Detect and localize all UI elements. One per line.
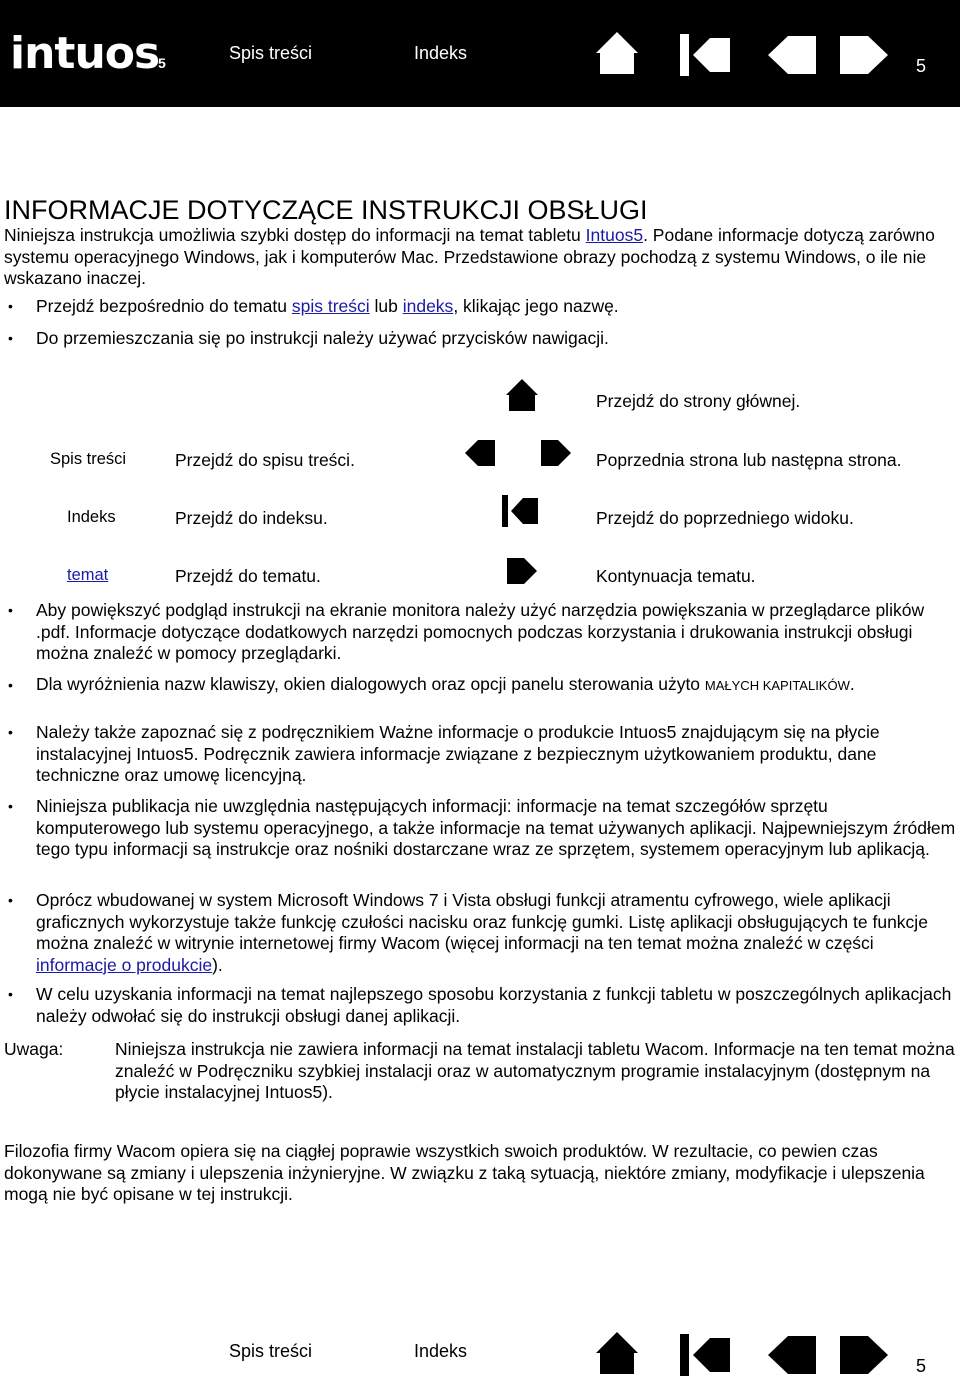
legend-prevnext-desc: Poprzednia strona lub następna strona. [596,450,902,470]
first-page-icon[interactable] [680,34,730,76]
legend-home-desc: Przejdź do strony głównej. [596,391,801,411]
next-page-icon[interactable] [840,34,888,76]
bullet4-text-b: . [849,674,855,694]
intro-text-2: . Podane informacje dotyczą zarówno systemu operacyjnego Windows, jak i komputerów Mac. Przedstawione obrazy pochodzą z systemu Windows, o ile nie wskazano inaczej. [4,225,935,288]
header-bar [0,0,960,107]
smallcaps-term: MAŁYCH KAPITALIKÓW [704,678,850,693]
product-info-link[interactable]: informacje o produkcie [36,954,213,975]
intuos5-link[interactable]: Intuos5 [585,225,644,245]
note-text: Niniejsza instrukcja nie zawiera informacji na temat instalacji tabletu Wacom. Informacje na ten temat można znaleźć w Podręczniku szybkiej instalacji oraz w automatycznym programie instalacyjnym (dostępnym na płycie instalacyjnej Intuos5). [115,1039,955,1102]
intro-text-1: Niniejsza instrukcja umożliwia szybki dostęp do informacji na temat tabletu [4,225,586,245]
legend-home-icon[interactable] [505,378,539,412]
legend-index-label[interactable]: Indeks [67,508,116,526]
header-contents-link[interactable]: Spis treści [229,43,313,63]
footer-page-number: 5 [916,1356,927,1376]
bullet1-text-c: , klikając jego nazwę. [453,296,619,316]
page-title: INFORMACJE DOTYCZĄCE INSTRUKCJI OBSŁUGI [4,195,648,225]
legend-back-desc: Przejdź do poprzedniego widoku. [596,508,854,528]
legend-back-icon[interactable] [502,495,538,527]
bullet-item-1 [36,296,956,318]
bullet-item-3: Aby powiększyć podgląd instrukcji na ekranie monitora należy użyć narzędzia powiększania w przeglądarce plików .pdf. Informacje dotyczące dodatkowych narzędzi pomocnych podczas korzystania i drukowania instrukcji obsługi można znaleźć w pomocy przeglądarki. [36,600,925,663]
home-icon[interactable] [594,30,640,76]
closing-paragraph: Filozofia firmy Wacom opiera się na ciągłej poprawie wszystkich swoich produktów. W rezultacie, co pewien czas dokonywane są zmiany i ulepszenia inżynieryjne. W związku z taką sytuacją, niektóre zmiany, modyfikacje i ulepszenia mogą nie być opisane w tej instrukcji. [4,1141,925,1204]
intuos-logo: intuos [10,28,160,79]
bullet-dot: • [8,798,13,814]
legend-topic-link[interactable]: temat [67,566,109,584]
legend-index-desc: Przejdź do indeksu. [175,508,328,528]
footer-contents-link[interactable]: Spis treści [229,1341,313,1361]
bullet-item-5: Należy także zapoznać się z podręcznikiem Ważne informacje o produkcie Intuos5 znajdującym się na płycie instalacyjnej Intuos5. Podręcznik zawiera informacje związane z bezpiecznym użytkowaniem produktu, dane techniczne oraz umowę licencyjną. [36,722,880,785]
footer-home-icon[interactable] [594,1330,640,1376]
bullet-dot: • [8,298,13,314]
footer-next-page-icon[interactable] [840,1334,888,1376]
bullet-item-4 [36,674,956,697]
bullet-dot: • [8,724,13,740]
legend-contents-label[interactable]: Spis treści [50,450,127,468]
bullet7-text-a: Oprócz wbudowanej w system Microsoft Windows 7 i Vista obsługi funkcji atramentu cyfrowego, wiele aplikacji graficznych wykorzystuje także funkcję czułości nacisku oraz funkcję gumki. Listę aplikacji obsługujących te funkcje można znaleźć w witrynie internetowej firmy Wacom (więcej informacji na ten temat można znaleźć w części [36,890,928,953]
contents-link[interactable]: spis treści [291,296,370,316]
legend-continue-desc: Kontynuacja tematu. [596,566,756,586]
header-page-number: 5 [916,56,927,76]
bullet4-text-a: Dla wyróżnienia nazw klawiszy, okien dialogowych oraz opcji panelu sterowania użyto [36,674,705,694]
bullet1-text-b: lub [369,296,403,316]
legend-topic-desc: Przejdź do tematu. [175,566,321,586]
bullet-dot: • [8,986,13,1002]
previous-page-icon[interactable] [768,34,816,76]
bullet-item-2: Do przemieszczania się po instrukcji należy używać przycisków nawigacji. [36,328,609,348]
bullet7-text-b: ). [212,954,223,975]
footer-first-page-icon[interactable] [680,1334,730,1376]
intro-paragraph [4,225,954,290]
legend-continue-icon[interactable] [507,556,537,586]
logo-version: 5 [158,55,166,71]
legend-contents-desc: Przejdź do spisu treści. [175,450,355,470]
footer-previous-page-icon[interactable] [768,1334,816,1376]
bullet-dot: • [8,330,13,346]
legend-previous-icon[interactable] [465,438,495,468]
index-link[interactable]: indeks [402,296,454,316]
bullet-item-8: W celu uzyskania informacji na temat najlepszego sposobu korzystania z funkcji tabletu w poszczególnych aplikacjach należy odwołać się do instrukcji obsługi danej aplikacji. [36,984,952,1026]
bullet-dot: • [8,602,13,618]
bullet-item-6: Niniejsza publikacja nie uwzględnia następujących informacji: informacje na temat szczegółów sprzętu komputerowego lub systemu operacyjnego, a także informacje na temat używanych aplikacji. Najpewniejszym źródłem tego typu informacji są instrukcje oraz nośniki dostarczane wraz ze sprzętem, systemem operacyjnym lub aplikacją. [36,796,956,859]
bullet-dot: • [8,677,13,693]
footer-index-link[interactable]: Indeks [414,1341,468,1361]
bullet1-text-a: Przejdź bezpośrednio do tematu [36,296,292,316]
header-index-link[interactable]: Indeks [414,43,468,63]
note-label: Uwaga: [4,1039,64,1059]
bullet-item-7 [36,890,956,976]
legend-next-icon[interactable] [541,438,571,468]
bullet-dot: • [8,892,13,908]
